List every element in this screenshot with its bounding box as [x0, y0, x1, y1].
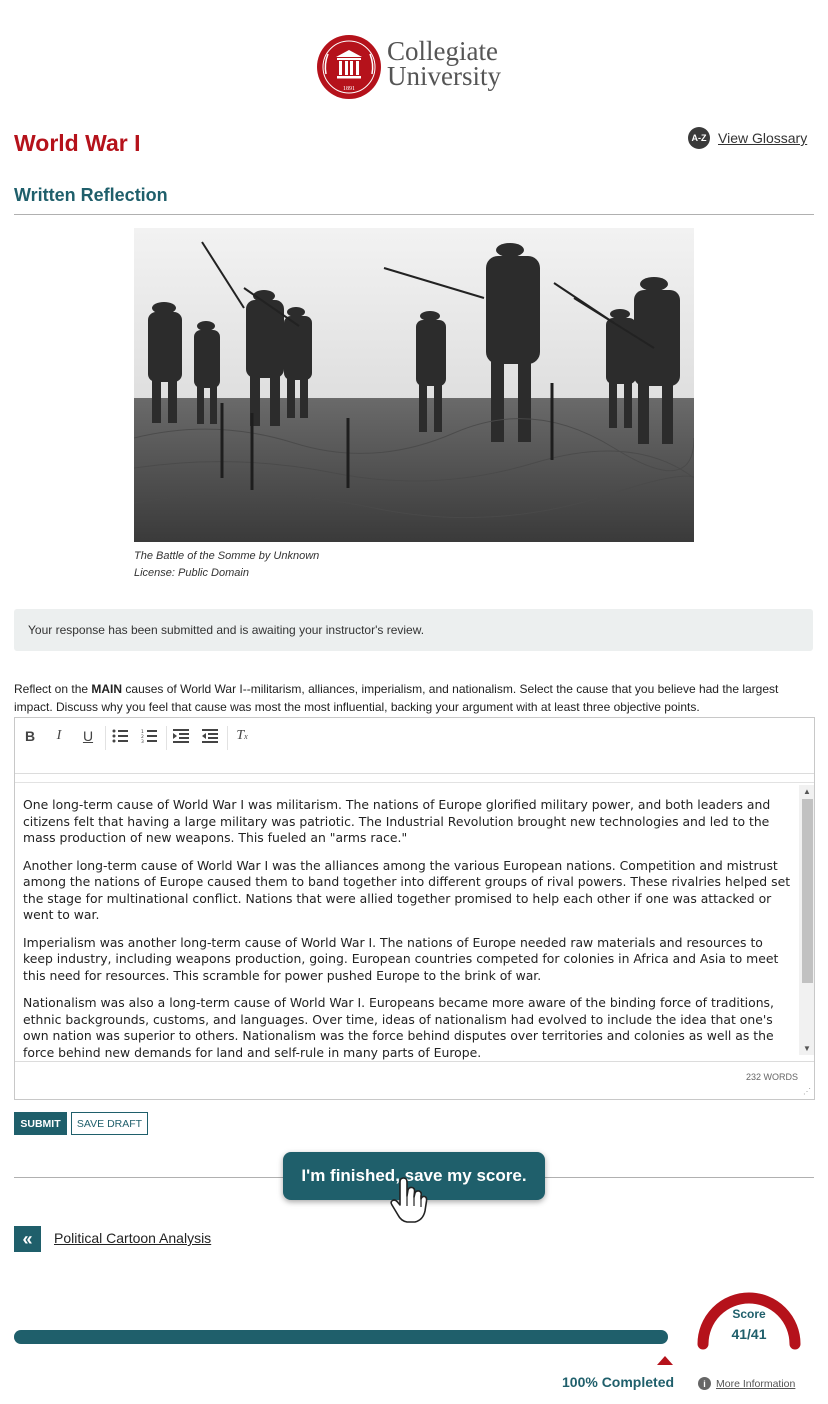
toolbar-separator [166, 726, 167, 750]
svg-text:1891: 1891 [343, 86, 355, 92]
save-draft-button[interactable]: SAVE DRAFT [71, 1112, 148, 1135]
progress-label: 100% Completed [562, 1374, 675, 1390]
battle-photo [134, 228, 694, 542]
svg-text:1: 1 [141, 730, 144, 735]
scroll-up-arrow-icon[interactable]: ▲ [803, 787, 811, 796]
svg-text:3: 3 [141, 740, 144, 743]
clear-format-icon[interactable]: T x [236, 728, 248, 743]
response-paragraph-2: Another long-term cause of World War I was the alliances among the various European nations. Competition and mistrust among the nations of Europe caused them to band together into different groups of rival powers. These rivalries helped set the stage for multinational conflict. Nations that were allied together promised to help each other if one was attacked or went to war. [23, 857, 791, 922]
more-information-link[interactable] [698, 1377, 795, 1390]
word-count: 232 WORDS [745, 1072, 798, 1082]
finish-save-score-button[interactable]: I'm finished, save my score. [283, 1152, 545, 1200]
italic-button[interactable]: I [56, 728, 62, 743]
toolbar-separator [227, 726, 228, 750]
score-label: Score [732, 1307, 766, 1321]
image-license: License: Public Domain [134, 567, 249, 579]
editor-status-bar [15, 1061, 814, 1099]
university-seal-icon [316, 34, 382, 100]
submit-button[interactable]: SUBMIT [14, 1112, 67, 1135]
svg-text:2: 2 [141, 735, 144, 740]
toolbar-separator [105, 726, 106, 750]
response-text-area[interactable] [15, 785, 800, 1065]
editor-scrollbar[interactable] [799, 785, 814, 1055]
resize-handle-icon[interactable]: ⋰ [803, 1087, 811, 1096]
scroll-down-arrow-icon[interactable]: ▼ [803, 1044, 811, 1053]
rich-text-editor [14, 717, 815, 1100]
progress-bar [14, 1330, 668, 1344]
view-glossary-link[interactable] [688, 127, 807, 149]
clear-format-glyph: T [236, 728, 245, 743]
previous-activity-link[interactable]: Political Cartoon Analysis [54, 1230, 212, 1246]
response-paragraph-3: Imperialism was another long-term cause of World War I. The nations of Europe needed raw materials and resources to keep industry, including weapons production, going. European countries competed for colonies in Africa and Asia to meet this need for resources. This scramble for power pushed Europe to the brink of war. [23, 934, 779, 983]
page-title: World War I [14, 130, 141, 156]
hand-cursor-icon [388, 1176, 428, 1224]
previous-activity-button[interactable]: « [14, 1226, 41, 1252]
info-icon: i [698, 1377, 711, 1390]
section-divider [14, 214, 814, 215]
progress-bar-fill [14, 1330, 668, 1344]
bold-button[interactable]: B [24, 728, 36, 744]
scrollbar-thumb[interactable] [802, 799, 813, 983]
underline-button[interactable]: U [82, 728, 94, 744]
numbered-list-icon[interactable] [138, 726, 160, 746]
brand-name-line1: Collegiate [387, 36, 498, 66]
university-logo [316, 34, 516, 104]
prompt-text-before: Reflect on the [14, 682, 92, 696]
prompt-emphasis: MAIN [91, 682, 123, 696]
progress-marker-icon [657, 1356, 673, 1365]
prompt-text-after: causes of World War I--militarism, alliances, imperialism, and nationalism. Select the cause that you believe had the largest impact. Discuss why you feel that cause was most the most influential, backing your argument with at least three objective points. [14, 682, 779, 714]
section-title: Written Reflection [14, 185, 168, 205]
submission-notice [14, 609, 813, 651]
more-information-label[interactable]: More Information [716, 1377, 796, 1390]
indent-icon[interactable] [170, 726, 192, 746]
response-paragraph-1: One long-term cause of World War I was militarism. The nations of Europe glorified military power, and both leaders and citizens felt that having a large military was patriotic. The Industrial Revolution brought new technologies and led to the mass production of new weapons. This fueled an "arms race." [23, 797, 771, 845]
assignment-prompt [14, 680, 819, 716]
score-value: 41/41 [731, 1326, 767, 1342]
glossary-az-icon: A-Z [688, 127, 710, 149]
submission-notice-text: Your response has been submitted and is awaiting your instructor's review. [28, 623, 425, 637]
bullet-list-icon[interactable] [109, 726, 131, 746]
response-paragraph-4: Nationalism was also a long-term cause of World War I. Europeans became more aware of the binding force of traditions, ethnic backgrounds, customs, and languages. Over time, ideas of nationalism had evolved to include the idea that one's own nation was superior to others. Nationalism was the force behind disputes over territories and colonies as well as the force behind new demands for land and self-rule in many parts of Europe. [23, 995, 774, 1060]
image-caption: The Battle of the Somme by Unknown [134, 550, 320, 562]
glossary-link-label[interactable]: View Glossary [718, 130, 808, 146]
brand-name-line2: University [387, 61, 501, 91]
editor-toolbar [15, 718, 814, 774]
toolbar-secondary-band [15, 773, 814, 783]
outdent-icon[interactable] [199, 726, 221, 746]
